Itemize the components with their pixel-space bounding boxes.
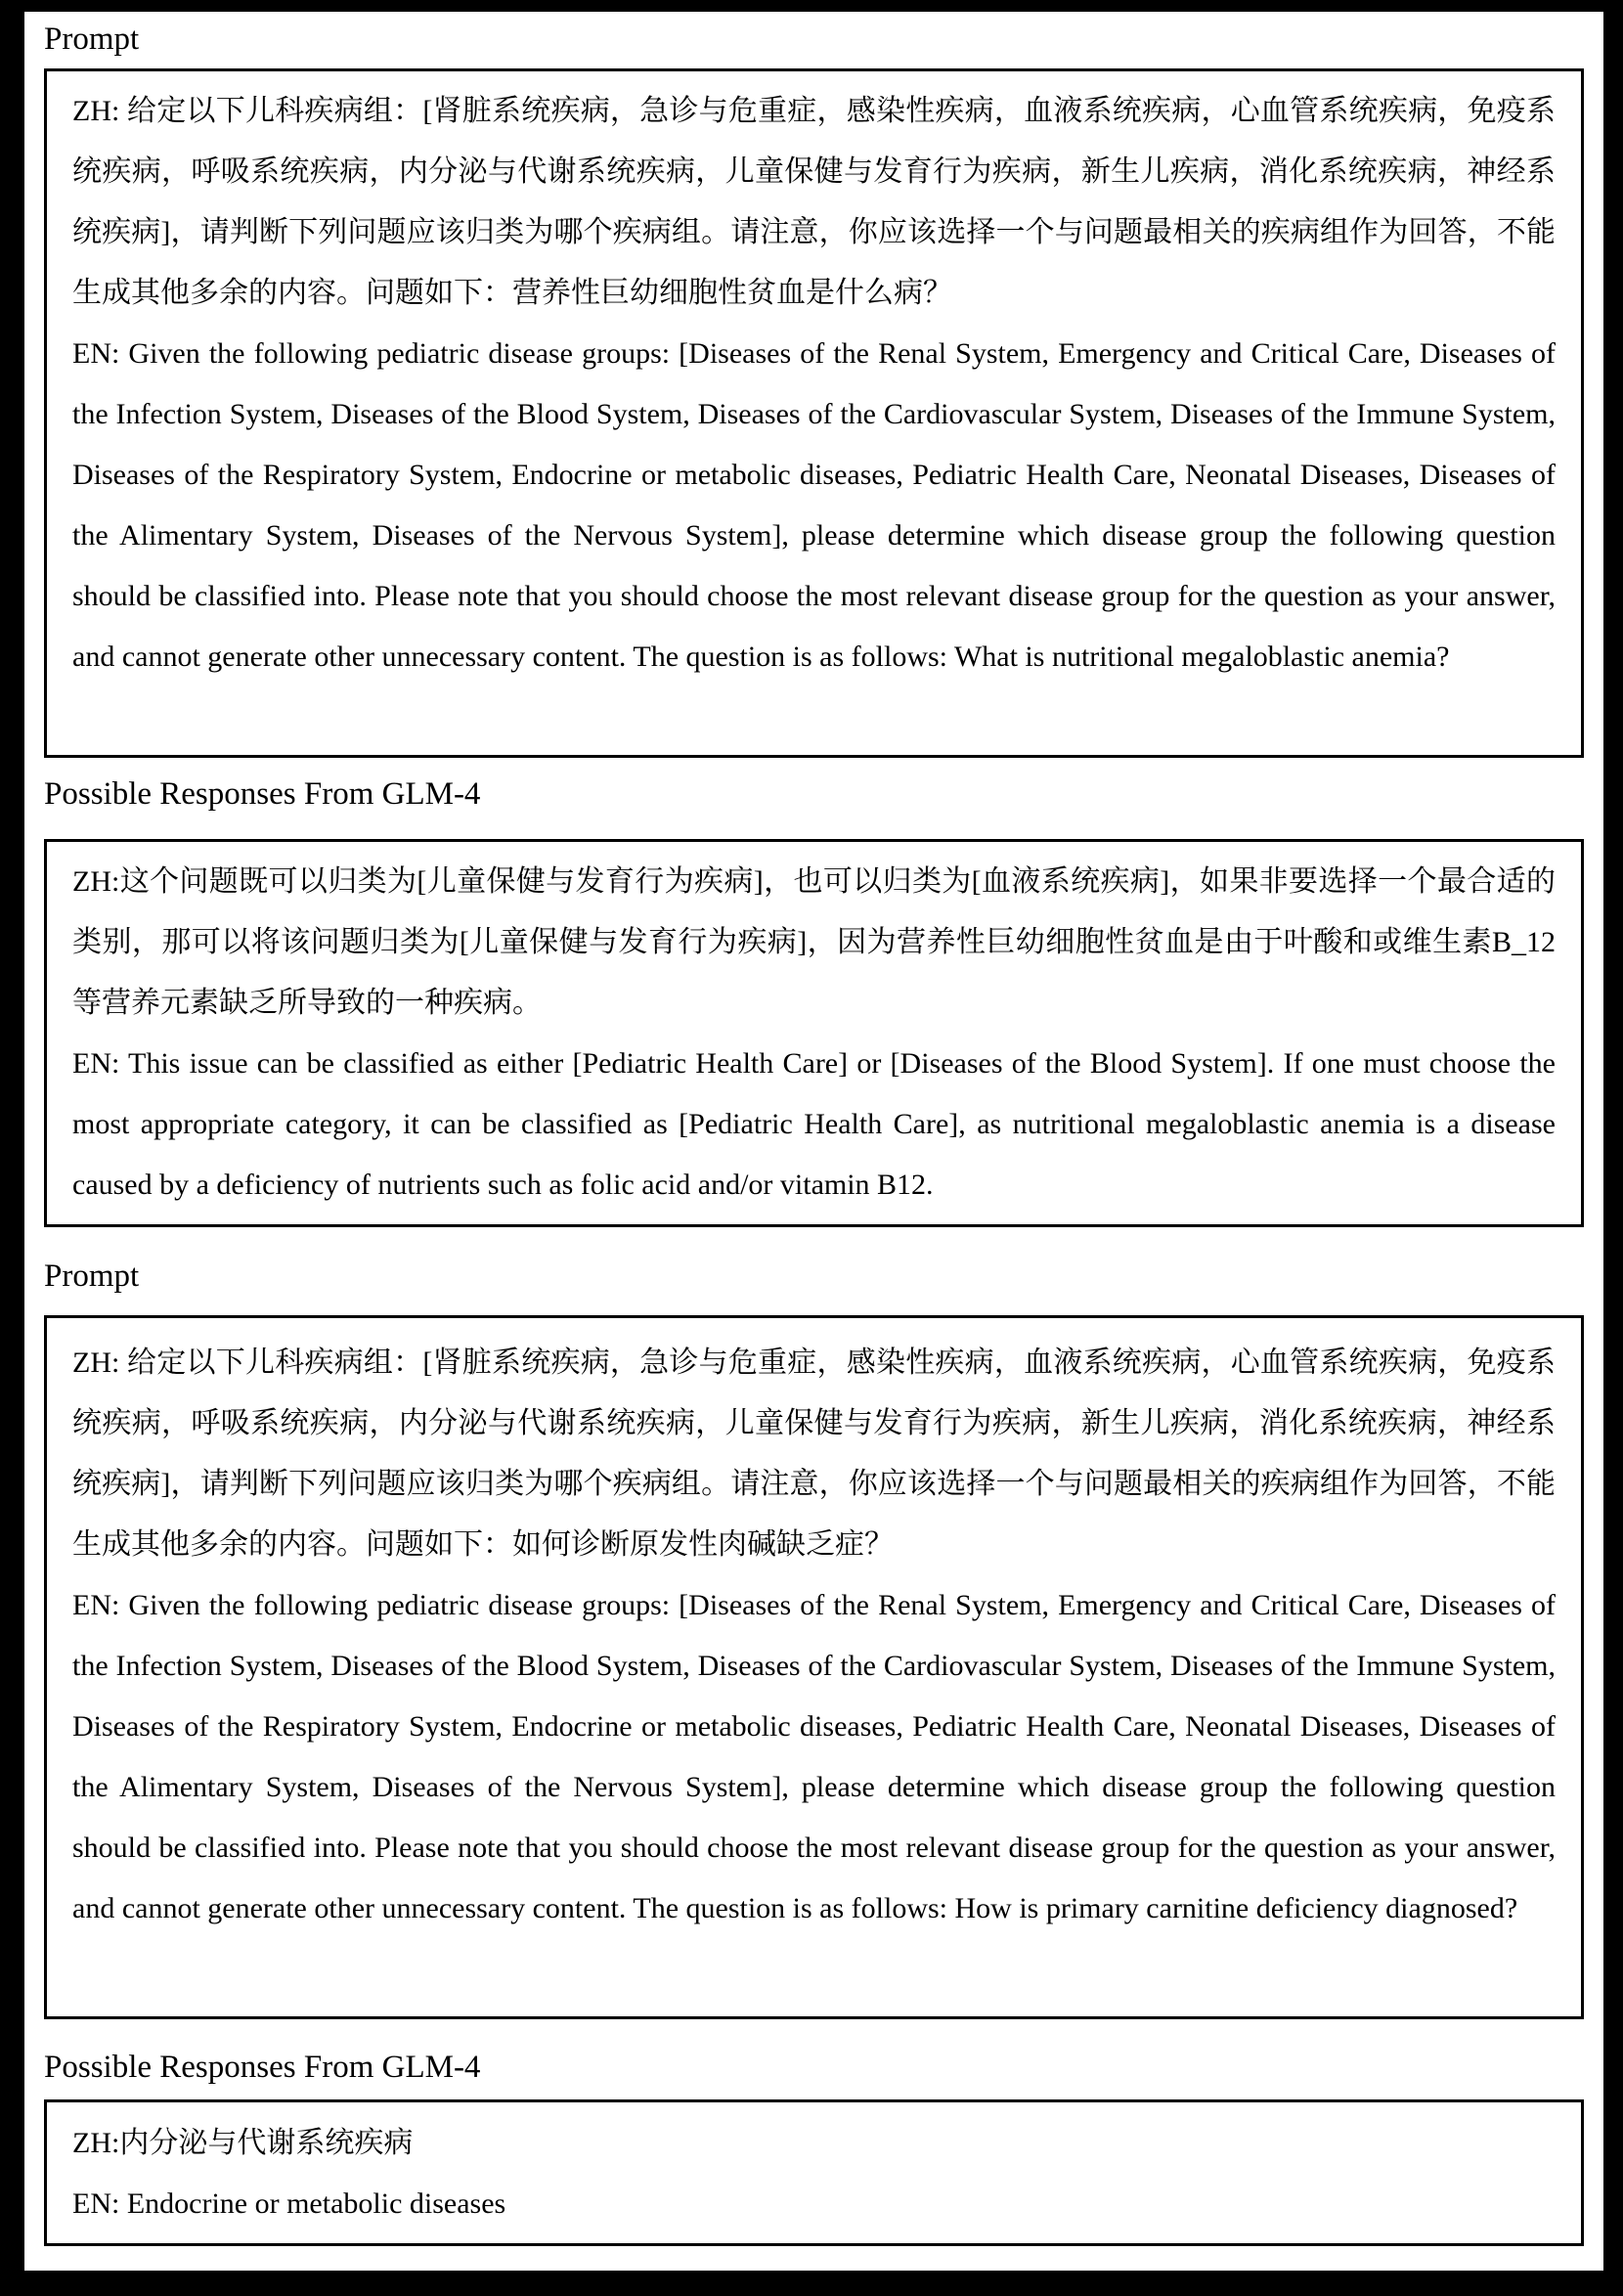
prompt-heading-1: Prompt	[44, 22, 140, 57]
prompt-2-zh-text: ZH: 给定以下儿科疾病组：[肾脏系统疾病，急诊与危重症，感染性疾病，血液系统疾病，心血管系统疾病，免疫系统疾病，呼吸系统疾病，内分泌与代谢系统疾病，儿童保健与发育行为疾病，新生儿疾病，消化系统疾病，神经系统疾病]，请判断下列问题应该归类为哪个疾病组。请注意，你应该选择一个与问题最相关的疾病组作为回答，不能生成其他多余的内容。问题如下：如何诊断原发性肉碱缺乏症？	[72, 1347, 1556, 1561]
prompt-box-2	[44, 1315, 1584, 2019]
prompt-2-en-text: EN: Given the following pediatric disease groups: [Diseases of the Renal System, Emergency and Critical Care, Diseases of the Infection System, Diseases of the Blood System, Diseases of the Cardiovascular System, Diseases of the Immune System, Diseases of the Respiratory System, Endocrine or metabolic diseases, Pediatric Health Care, Neonatal Diseases, Diseases of the Alimentary System, Diseases of the Nervous System], please determine which disease group the following question should be classified into. Please note that you should choose the most relevant disease group for the question as your answer, and cannot generate other unnecessary content. The question is as follows: How is primary carnitine deficiency diagnosed?	[72, 1589, 1556, 1924]
prompt-heading-2: Prompt	[44, 1258, 140, 1294]
response-2-en-text: EN: Endocrine or metabolic diseases	[72, 2187, 506, 2220]
response-2-zh-text: ZH:内分泌与代谢系统疾病	[72, 2127, 414, 2159]
prompt-1-en-text: EN: Given the following pediatric disease groups: [Diseases of the Renal System, Emergency and Critical Care, Diseases of the Infection System, Diseases of the Blood System, Diseases of the Cardiovascular System, Diseases of the Immune System, Diseases of the Respiratory System, Endocrine or metabolic diseases, Pediatric Health Care, Neonatal Diseases, Diseases of the Alimentary System, Diseases of the Nervous System], please determine which disease group the following question should be classified into. Please note that you should choose the most relevant disease group for the question as your answer, and cannot generate other unnecessary content. The question is as follows: What is nutritional megaloblastic anemia?	[72, 337, 1556, 673]
prompt-box-1	[44, 68, 1584, 758]
prompt-1-zh-text: ZH: 给定以下儿科疾病组：[肾脏系统疾病，急诊与危重症，感染性疾病，血液系统疾病，心血管系统疾病，免疫系统疾病，呼吸系统疾病，内分泌与代谢系统疾病，儿童保健与发育行为疾病，新生儿疾病，消化系统疾病，神经系统疾病]，请判断下列问题应该归类为哪个疾病组。请注意，你应该选择一个与问题最相关的疾病组作为回答，不能生成其他多余的内容。问题如下：营养性巨幼细胞性贫血是什么病？	[72, 95, 1556, 309]
response-1-en-text: EN: This issue can be classified as either [Pediatric Health Care] or [Diseases of the Blood System]. If one must choose the most appropriate category, it can be classified as [Pediatric Health Care], as nutritional megaloblastic anemia is a disease caused by a deficiency of nutrients such as folic acid and/or vitamin B12.	[72, 1047, 1556, 1201]
response-box-2	[44, 2099, 1584, 2246]
responses-heading-2: Possible Responses From GLM-4	[44, 2050, 481, 2085]
response-1-zh-text: ZH:这个问题既可以归类为[儿童保健与发育行为疾病]，也可以归类为[血液系统疾病]，如果非要选择一个最合适的类别，那可以将该问题归类为[儿童保健与发育行为疾病]，因为营养性巨幼细胞性贫血是由于叶酸和或维生素B_12 等营养元素缺乏所导致的一种疾病。	[72, 865, 1556, 1019]
response-box-1	[44, 839, 1584, 1227]
figure-page	[24, 12, 1603, 2271]
responses-heading-1: Possible Responses From GLM-4	[44, 776, 481, 812]
